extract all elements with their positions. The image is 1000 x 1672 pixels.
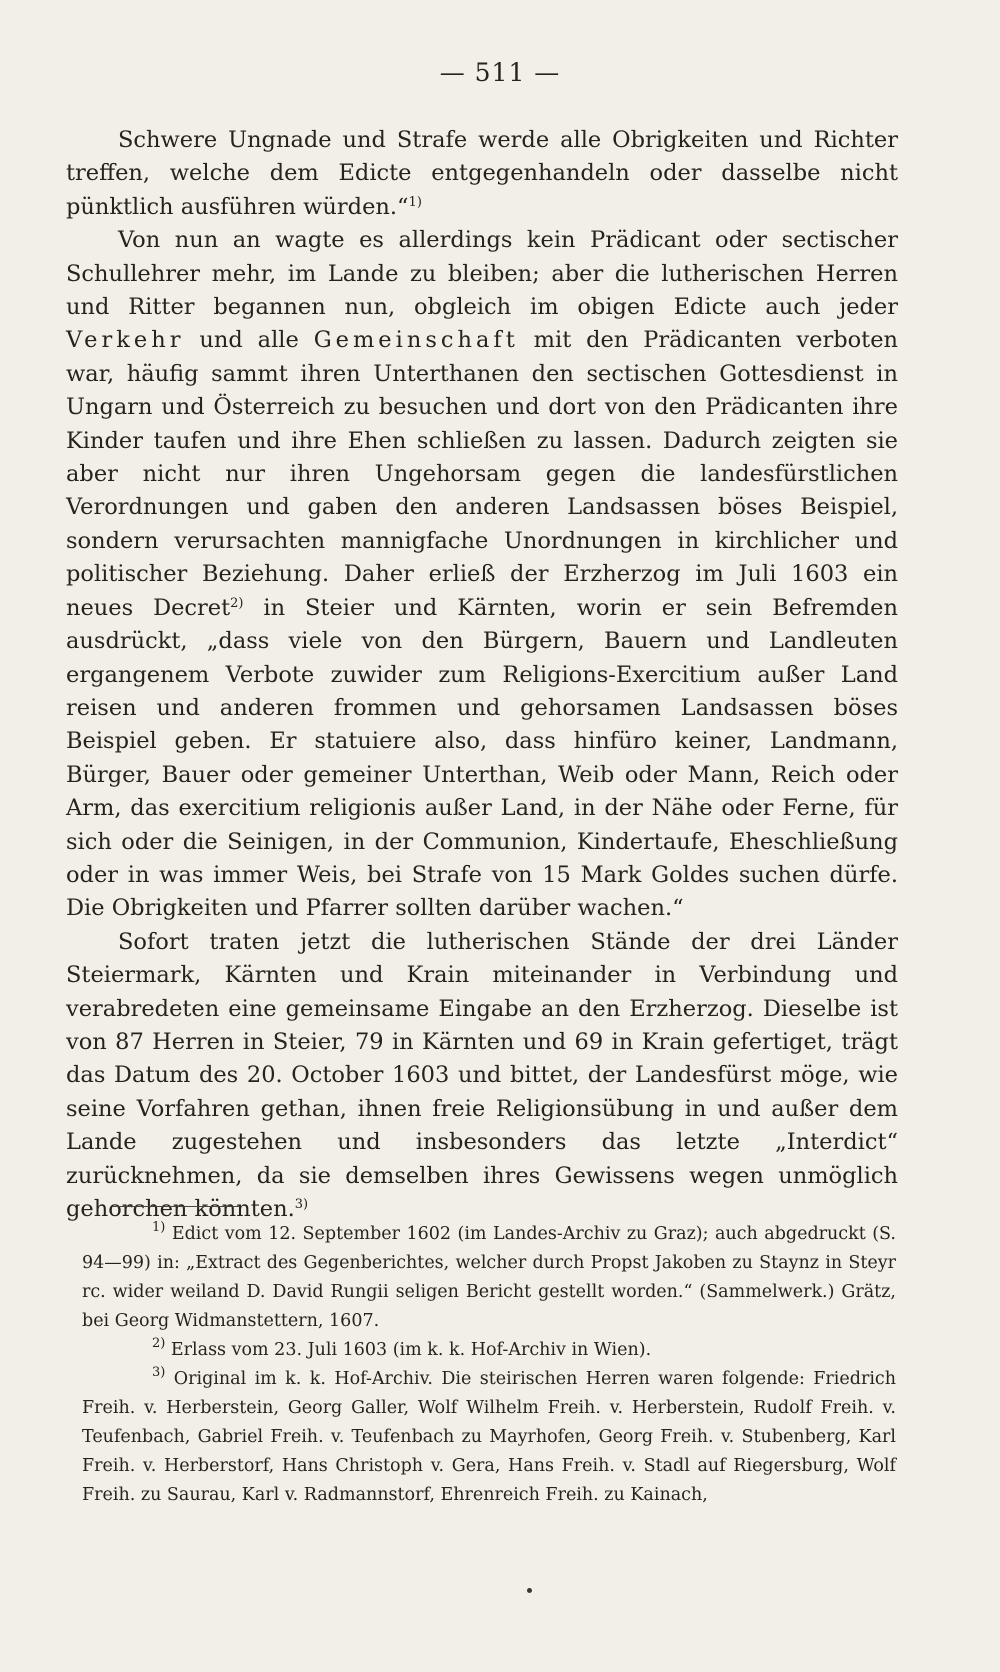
footnote-ref-3[interactable]: 3) <box>294 1197 309 1212</box>
paragraph-1 <box>66 124 898 224</box>
paragraph-3 <box>66 926 898 1227</box>
page-number: — 511 — <box>439 58 561 87</box>
footnote-2-text: Erlass vom 23. Juli 1603 (im k. k. Hof-Archiv in Wien). <box>165 1340 652 1360</box>
footnote-divider <box>112 1206 240 1207</box>
footnote-ref-1[interactable]: 1) <box>408 194 422 210</box>
footnote-2 <box>82 1336 896 1365</box>
footnote-2-marker: 2) <box>152 1336 166 1351</box>
footnote-ref-2[interactable]: 2) <box>230 595 244 611</box>
paragraph-2-text-c: mit den Prädicanten verboten war, häufig sammt ihren Unterthanen den sectischen Gottesdienst in Ungarn und Österreich zu besuchen und dort von den Prädicanten ihre Kinder taufen und ihre Ehen schließen zu lassen. Dadurch zeigten sie aber nicht nur ihren Ungehorsam gegen die landesfürstlichen Verordnungen und gaben den anderen Landsassen böses Beispiel, sondern verursachten mannigfache Unordnungen in kirchlicher und politischer Beziehung. Daher erließ der Erzherzog im Juli 1603 ein neues Decret <box>66 327 899 621</box>
paragraph-2-text-b: und alle <box>184 327 314 354</box>
footnote-3-text: Original im k. k. Hof-Archiv. Die steirischen Herren waren folgende: Friedrich Freih. v. Herberstein, Georg Galler, Wolf Wilhelm Freih. v. Herberstein, Rudolf Freih. v. Teufenbach, Gabriel Freih. v. Teufenbach zu Mayrhofen, Georg Freih. v. Stubenberg, Karl Freih. v. Herberstorf, Hans Christoph v. Gera, Hans Freih. v. Stadl auf Riegersburg, Wolf Freih. zu Saurau, Karl v. Radmannstorf, Ehrenreich Freih. zu Kainach, <box>82 1369 896 1505</box>
main-text <box>66 124 898 1226</box>
footnote-3-marker: 3) <box>152 1365 166 1380</box>
emphasis-gemeinschaft: Gemeinschaft <box>313 327 519 354</box>
paragraph-3-text: Sofort traten jetzt die lutherischen Stände der drei Länder Steiermark, Kärnten und Krain miteinander in Verbindung und verabredeten eine gemeinsame Eingabe an den Erzherzog. Dieselbe ist von 87 Herren in Steier, 79 in Kärnten und 69 in Krain gefertiget, trägt das Datum des 20. October 1603 und bittet, der Landesfürst möge, wie seine Vorfahren gethan, ihnen freie Religionsübung in und außer dem Lande zugestehen und insbesonders das letzte „Interdict“ zurücknehmen, da sie demselben ihres Gewissens wegen unmöglich gehorchen könnten. <box>66 928 898 1222</box>
footnote-1 <box>82 1220 896 1336</box>
footnote-1-marker: 1) <box>152 1220 166 1235</box>
footnotes <box>82 1220 896 1510</box>
emphasis-verkehr: Verkehr <box>66 327 185 354</box>
paragraph-2-text-d: in Steier und Kärnten, worin er sein Befremden ausdrückt, „dass viele von den Bürgern, Bauern und Landleuten ergangenem Verbote zuwider zum Religions-Exercitium außer Land reisen und anderen frommen und gehorsamen Landsassen böses Beispiel geben. Er statuiere also, dass hinfüro keiner, Landmann, Bürger, Bauer oder gemeiner Unterthan, Weib oder Mann, Reich oder Arm, das exercitium religionis außer Land, in der Nähe oder Ferne, für sich oder die Seinigen, in der Communion, Kindertaufe, Eheschließung oder in was immer Weis, bei Strafe von 15 Mark Goldes suchen dürfe. Die Obrigkeiten und Pfarrer sollten darüber wachen.“ <box>66 594 898 922</box>
footnote-1-text: Edict vom 12. September 1602 (im Landes-Archiv zu Graz); auch abgedruckt (S. 94—99) in: „Extract des Gegenberichtes, welcher durch Propst Jakoben zu Staynz in Steyr rc. wider weiland D. David Rungii seligen Bericht gestellt worden.“ (Sammelwerk.) Grätz, bei Georg Widmanstettern, 1607. <box>82 1224 896 1331</box>
paragraph-2-text-a: Von nun an wagte es allerdings kein Prädicant oder sectischer Schullehrer mehr, im Lande zu bleiben; aber die lutherischen Herren und Ritter begannen nun, obgleich im obigen Edicte auch jeder <box>66 227 898 321</box>
paragraph-1-text: Schwere Ungnade und Strafe werde alle Obrigkeiten und Richter treffen, welche dem Edicte entgegenhandeln oder dasselbe nicht pünktlich ausführen würden.“ <box>66 127 898 220</box>
paragraph-2 <box>66 224 898 926</box>
footnote-3 <box>82 1365 896 1510</box>
ink-speck <box>527 1588 532 1593</box>
